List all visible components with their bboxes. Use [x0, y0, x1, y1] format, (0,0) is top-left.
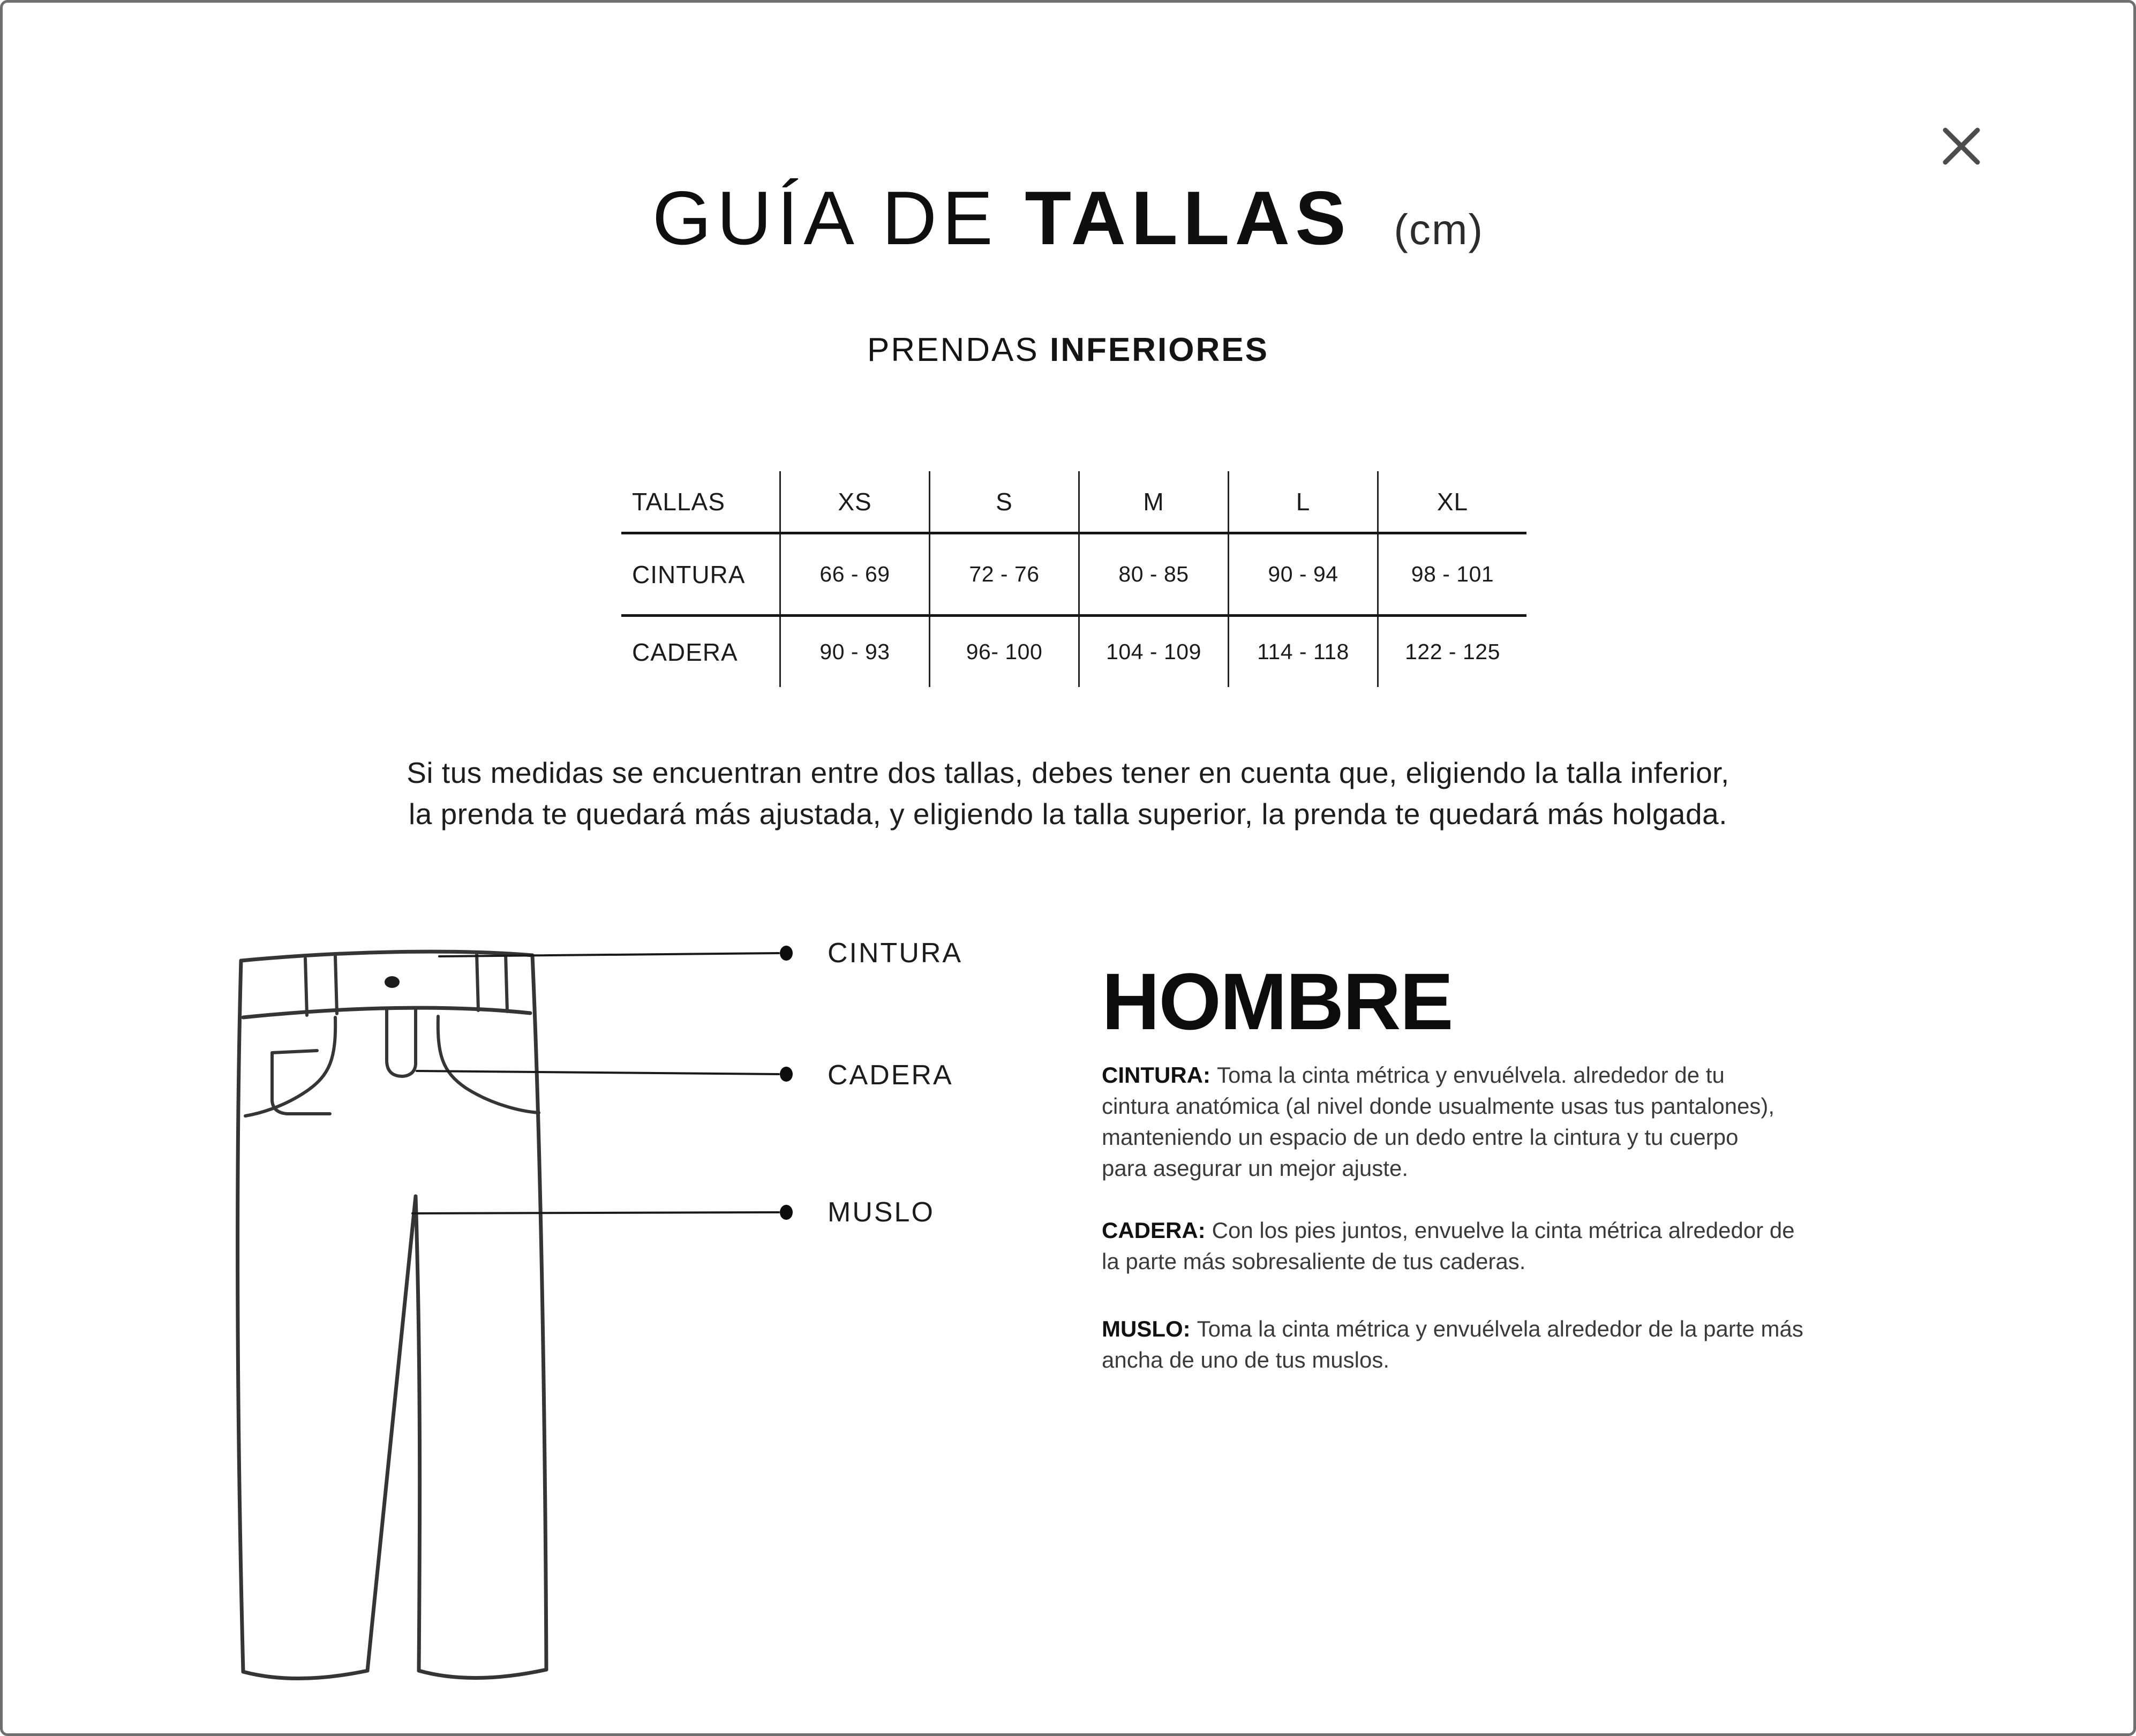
size-table — [621, 471, 1526, 687]
close-icon — [1934, 118, 1989, 174]
table-row — [621, 534, 1526, 617]
column-header: XS — [779, 471, 929, 532]
muslo-leader-line — [412, 1212, 779, 1213]
leader-dot — [780, 1205, 793, 1220]
belt-loop — [305, 958, 307, 1015]
page-subtitle — [0, 331, 2136, 369]
right-seam — [532, 955, 546, 1670]
right-pocket — [438, 1016, 539, 1113]
title-unit: (cm) — [1394, 206, 1484, 253]
table-cell: 66 - 69 — [779, 534, 929, 614]
guide-item-cintura: CINTURA: Toma la cinta métrica y envuélvela. alrededor de tu cintura anatómica (al nivel donde usualmente usas tus pantalones), manteniendo un espacio de un dedo entre la cintura y tu cuerpo para asegurar un mejor ajuste. — [1102, 1062, 1775, 1181]
diagram-label-muslo: MUSLO — [828, 1197, 935, 1228]
right-hem — [419, 1670, 546, 1678]
table-cell: 104 - 109 — [1078, 617, 1228, 687]
button — [385, 976, 400, 988]
right-inner-seam — [416, 1196, 420, 1671]
guide-heading: HOMBRE — [1102, 956, 1453, 1046]
pants-diagram — [225, 937, 836, 1681]
table-cell: 90 - 94 — [1228, 534, 1377, 614]
belt-loop — [506, 954, 507, 1012]
table-cell: 96- 100 — [929, 617, 1078, 687]
fit-note-line: la prenda te quedará más ajustada, y eligiendo la talla superior, la prenda te quedará más holgada. — [409, 797, 1727, 831]
close-button[interactable] — [1924, 109, 1999, 184]
left-hem — [243, 1671, 367, 1679]
column-header: TALLAS — [632, 487, 725, 516]
diagram-label-cintura: CINTURA — [828, 938, 963, 969]
column-header: S — [929, 471, 1078, 532]
leader-dot — [780, 1067, 793, 1082]
subtitle-bold: INFERIORES — [1050, 331, 1269, 368]
table-cell: 98 - 101 — [1377, 534, 1526, 614]
left-inner-seam — [367, 1196, 416, 1671]
subtitle-regular: PRENDAS — [867, 331, 1039, 368]
title-regular: GUÍA DE — [652, 176, 998, 261]
column-header: XL — [1377, 471, 1526, 532]
table-cell: 114 - 118 — [1228, 617, 1377, 687]
guide-item-muslo: MUSLO: Toma la cinta métrica y envuélvela alrededor de la parte más ancha de uno de tus muslos. — [1102, 1316, 1803, 1372]
column-header: M — [1078, 471, 1228, 532]
table-cell: 80 - 85 — [1078, 534, 1228, 614]
title-bold: TALLAS — [1025, 176, 1351, 261]
left-seam — [238, 961, 243, 1672]
diagram-label-cadera: CADERA — [828, 1060, 953, 1091]
guide-item-label: MUSLO: — [1102, 1316, 1191, 1341]
column-header: L — [1228, 471, 1377, 532]
left-pocket — [245, 1017, 335, 1116]
belt-loop — [335, 956, 337, 1014]
table-cell: 122 - 125 — [1377, 617, 1526, 687]
guide-item-cadera: CADERA: Con los pies juntos, envuelve la cinta métrica alrededor de la parte más sobresaliente de tus caderas. — [1102, 1218, 1795, 1274]
table-row — [621, 617, 1526, 687]
guide-item-label: CADERA: — [1102, 1218, 1206, 1243]
table-cell: 90 - 93 — [779, 617, 929, 687]
row-label: CADERA — [632, 638, 738, 666]
fit-note — [0, 752, 2136, 835]
fly — [387, 1008, 416, 1076]
cadera-leader-line — [417, 1071, 779, 1074]
belt-loop — [477, 953, 478, 1010]
leader-dot — [780, 946, 793, 961]
fit-note-line: Si tus medidas se encuentran entre dos tallas, debes tener en cuenta que, eligiendo la talla inferior, — [407, 756, 1729, 789]
table-cell: 72 - 76 — [929, 534, 1078, 614]
size-table-header-row — [621, 471, 1526, 534]
page-title — [0, 177, 2136, 260]
row-label: CINTURA — [632, 560, 746, 588]
guide-item-label: CINTURA: — [1102, 1062, 1210, 1088]
